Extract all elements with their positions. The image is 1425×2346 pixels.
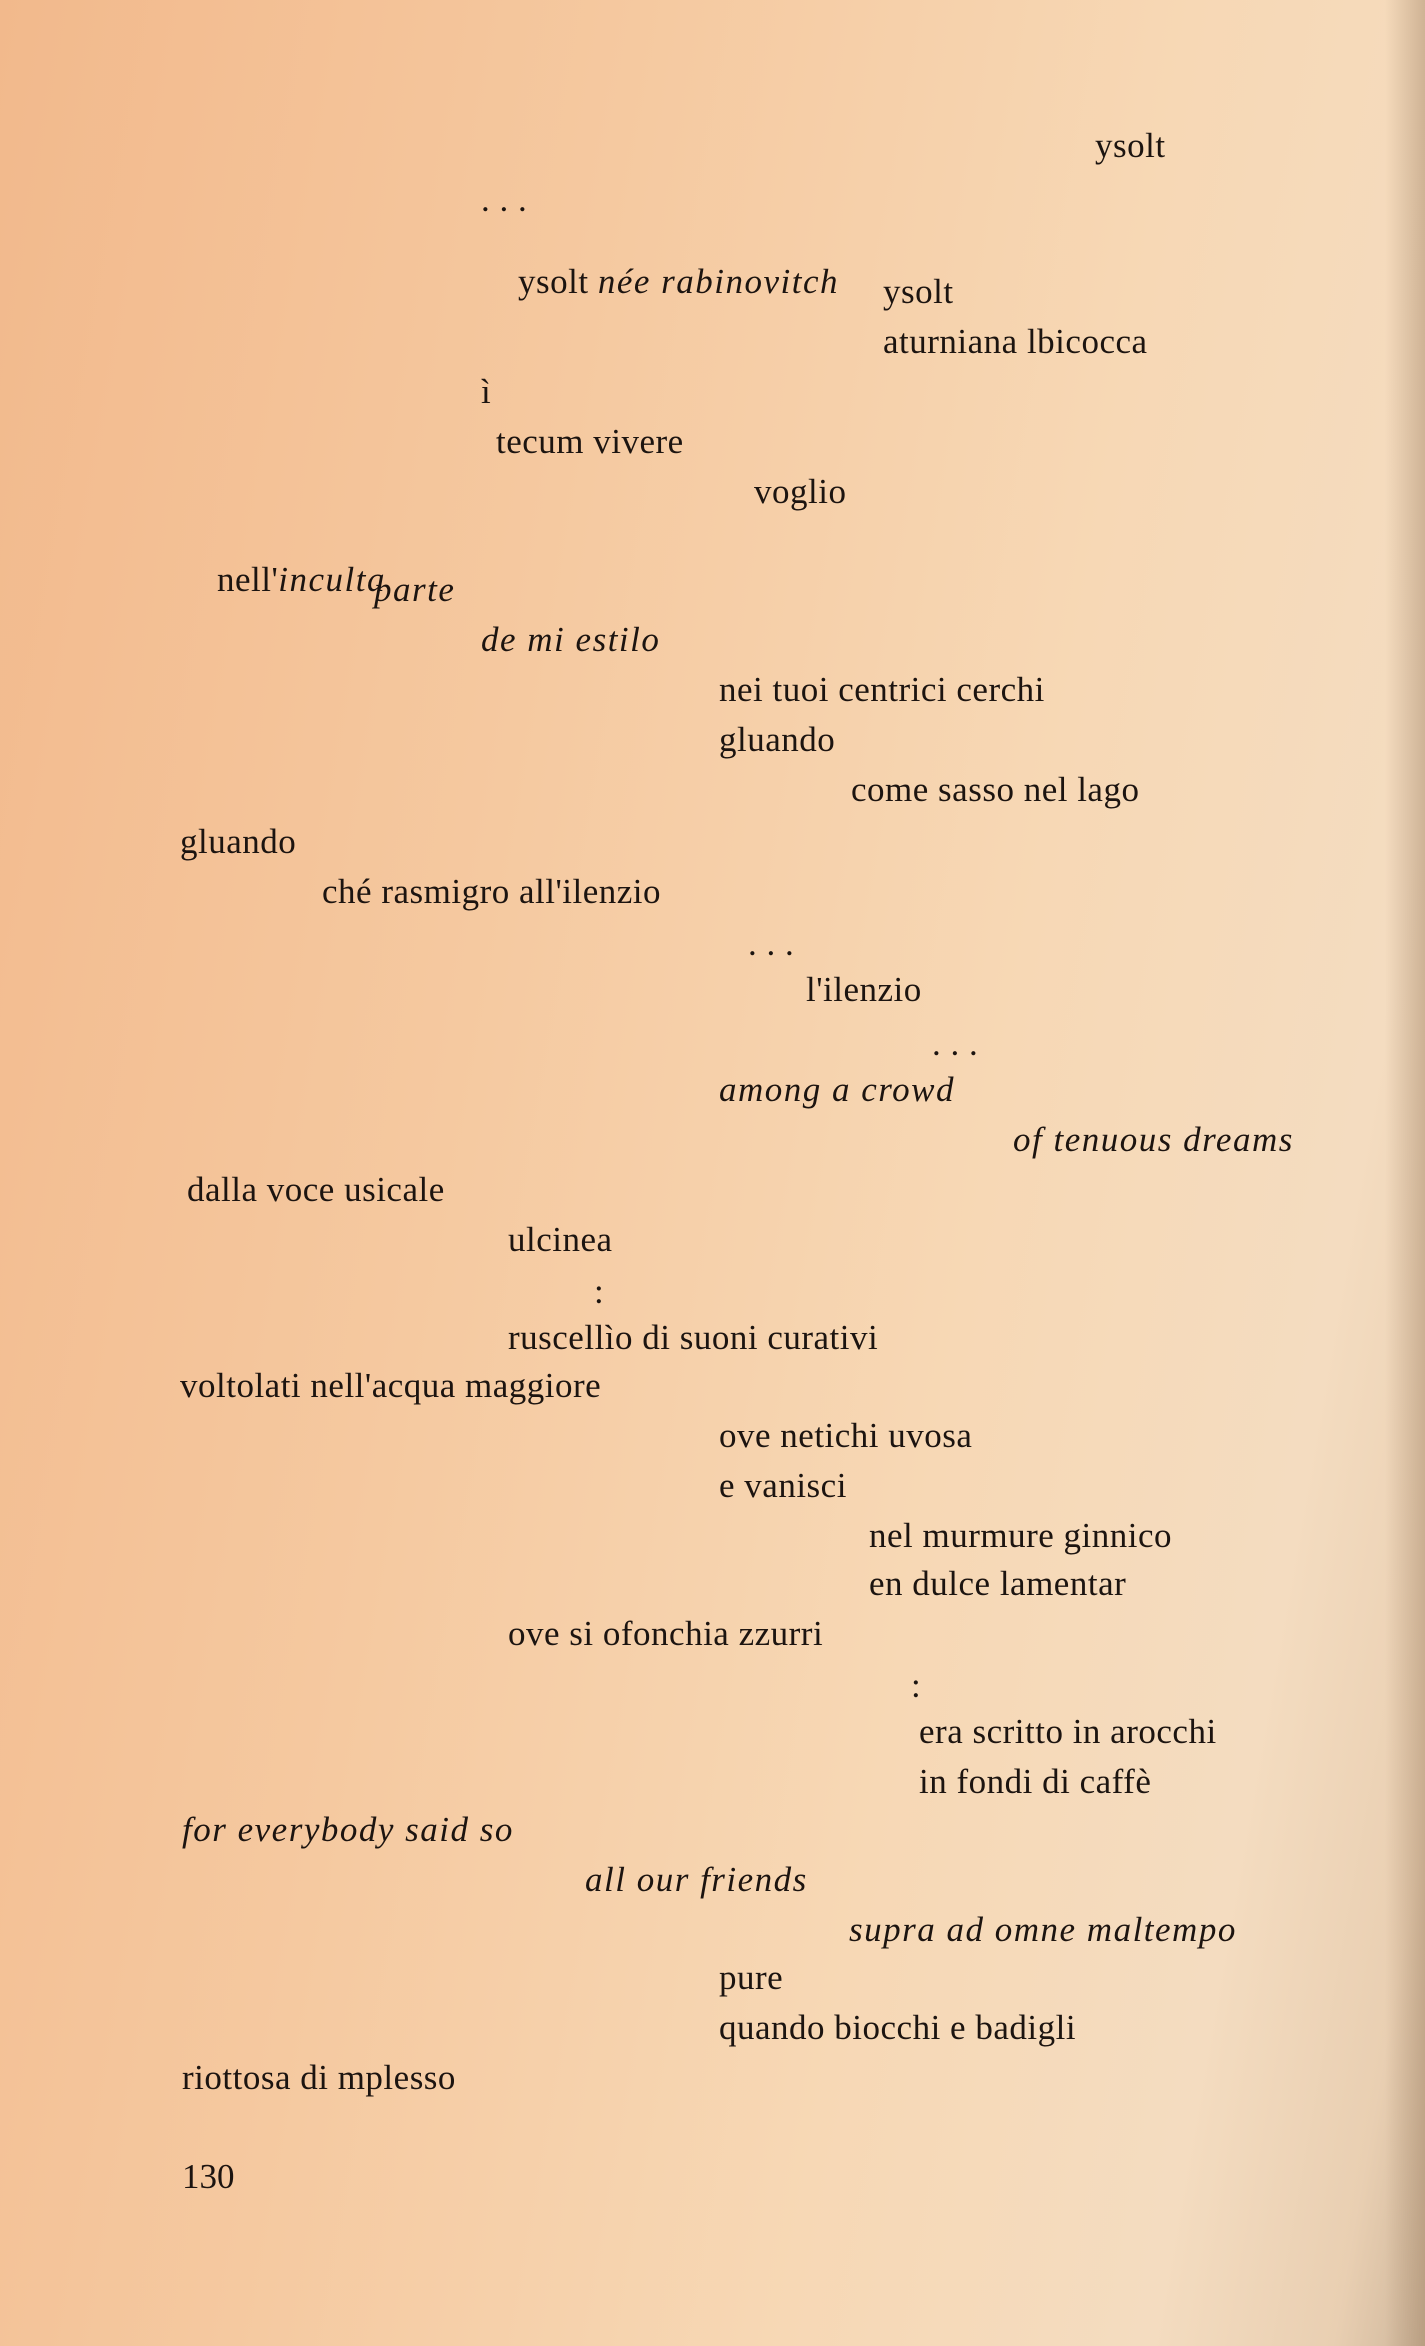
poem-line: supra ad omne maltempo [849,1910,1237,1949]
poem-line: . . . [748,924,795,963]
poem-line: riottosa di mplesso [182,2058,456,2097]
poem-line: all our friends [585,1860,808,1899]
poem-line: nel murmure ginnico [869,1516,1173,1555]
poem-line: tecum vivere [496,422,684,461]
poem-line [481,222,839,342]
poem-line: : [911,1666,922,1705]
poem-line: parte [374,570,456,609]
poem-text-italic: née rabinovitch [597,262,840,301]
page-edge-shadow [1385,0,1425,2346]
page-number: 130 [182,2157,235,2196]
poem-line: gluando [180,822,297,861]
poem-line: quando biocchi e badigli [719,2008,1077,2047]
poem-line: l'ilenzio [806,970,922,1009]
poem-line: among a crowd [719,1070,955,1109]
poem-line: come sasso nel lago [851,770,1140,809]
poem-line: . . . [481,180,528,219]
poem-line: ì [481,372,492,411]
poem-line: ulcinea [508,1220,613,1259]
poem-text: ysolt [518,262,598,301]
poem-line: ysolt [1095,126,1166,165]
poem-line: in fondi di caffè [919,1762,1152,1801]
poem-line: dalla voce usicale [187,1170,445,1209]
poem-line: gluando [719,720,836,759]
poem-line: for everybody said so [182,1810,514,1849]
poem-line: ysolt [883,272,954,311]
poem-text: nell' [217,560,279,599]
poem-line: era scritto in arocchi [919,1712,1217,1751]
poem-line: pure [719,1958,784,1997]
poem-line: ruscellìo di suoni curativi [508,1318,879,1357]
poem-line: voglio [754,472,847,511]
poem-text-italic: inculta [278,560,387,599]
poem-line [180,520,386,640]
poem-line: de mi estilo [481,620,661,659]
poem-line: en dulce lamentar [869,1564,1127,1603]
poem-line: ove si ofonchia zzurri [508,1614,824,1653]
poem-line: ché rasmigro all'ilenzio [322,872,662,911]
poem-line: voltolati nell'acqua maggiore [180,1366,602,1405]
poem-line: : [594,1272,605,1311]
poem-line: aturniana lbicocca [883,322,1148,361]
poem-line: . . . [932,1024,979,1063]
poem-line: nei tuoi centrici cerchi [719,670,1045,709]
poem-line: e vanisci [719,1466,847,1505]
poem-line: of tenuous dreams [1013,1120,1294,1159]
poem-line: ove netichi uvosa [719,1416,973,1455]
